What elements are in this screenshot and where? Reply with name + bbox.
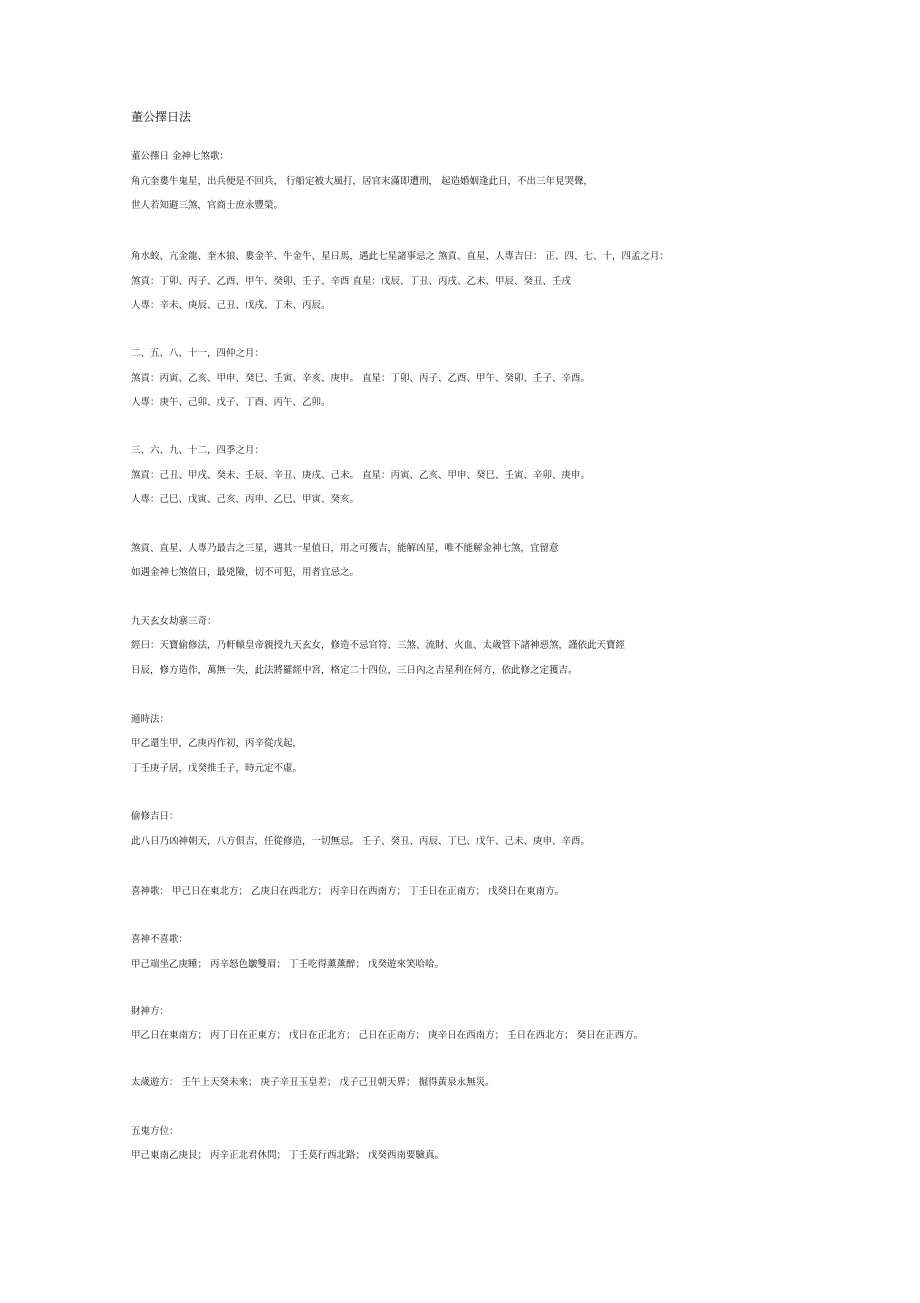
text-line: 角亢奎婁牛鬼星，出兵便是不回兵， 行船定被大風打，居官末滿即遭刑， 起造婚姻逢此日，不出三年見哭聲，: [131, 176, 594, 187]
text-line: 經曰：天寶偷修法，乃軒轅皇帝親授九天玄女，修造不忌官符、三煞、流財、火血、太歲管下諸神惡煞，謹依此天寶經: [131, 640, 626, 651]
text-line: 甲己端坐乙庚睡； 丙辛怒色皺雙眉； 丁壬吃得薰薰醉； 戊癸遊來笑哈哈。: [131, 959, 445, 970]
text-line: 此八日乃凶神朝天，八方俱吉，任從修造，一切無忌。 壬子、癸丑、丙辰、丁巳、戊午、己未、庚申、辛酉。: [131, 836, 591, 847]
text-line: 煞貢：己丑、甲戌、癸未、壬辰、辛丑、庚戌、己未。 直星：丙寅、乙亥、甲申、癸巳、壬寅、辛卯、庚申。: [131, 470, 591, 481]
text-line: 董公擇日 金神七煞歌：: [131, 151, 230, 162]
text-line: 如遇金神七煞值日，最兇險，切不可犯，用者宜忌之。: [131, 567, 360, 578]
document-title: 董公擇日法: [131, 110, 192, 124]
text-line: 人專：辛未、庚辰、己丑、戊戌、丁未、丙辰。: [131, 300, 331, 311]
text-line: 喜神歌： 甲己日在東北方； 乙庚日在西北方； 丙辛日在西南方； 丁壬日在正南方； 戊癸日在東南方。: [131, 886, 565, 897]
text-line: 遁時法：: [131, 714, 170, 725]
text-line: 日辰，修方造作，萬無一失，此法將羅經中宮，格定二十四位，三日內之吉星利在何方，依此修之定獲吉。: [131, 665, 578, 676]
text-line: 偷修吉日：: [131, 811, 179, 822]
text-line: 人專：己巳、戊寅、己亥、丙申、乙巳、甲寅、癸亥。: [131, 494, 360, 505]
text-line: 角水蛟、亢金龍、奎木狼、婁金羊、牛金牛、星日馬，遇此七星諸事忌之 煞貢、直星、人專吉日： 正、四、七、十，四孟之月：: [131, 251, 670, 262]
text-line: 三、六、九、十二，四季之月：: [131, 445, 265, 456]
text-line: 人專：庚午、己卯、戊子、丁酉、丙午、乙卯。: [131, 397, 331, 408]
text-line: 煞貢：丁卯、丙子、乙酉、甲午、癸卯、壬子、辛酉 直星：戊辰、丁丑、丙戌、乙未、甲辰、癸丑、壬戌: [131, 276, 572, 287]
text-line: 五鬼方位：: [131, 1126, 179, 1137]
text-line: 甲己東南乙庚艮； 丙辛正北君休問； 丁壬莫行西北路； 戊癸西南要驗真。: [131, 1150, 445, 1161]
text-line: 九天玄女劫寨三奇：: [131, 616, 217, 627]
text-line: 丁壬庚子居，戊癸推壬子，時元定不虛。: [131, 763, 303, 774]
text-line: 太歲遊方： 壬午上天癸未來； 庚子辛丑玉皇差； 戊子己丑朝天界； 掘得黃泉永無災。: [131, 1077, 495, 1088]
text-line: 甲乙日在東南方； 丙丁日在正東方； 戊日在正北方； 己日在正南方； 庚辛日在西南方； 壬日在西北方； 癸日在正西方。: [131, 1030, 644, 1041]
text-line: 煞貢：丙寅、乙亥、甲申、癸巳、壬寅、辛亥、庚申。 直星：丁卯、丙子、乙酉、甲午、癸卯、壬子、辛酉。: [131, 373, 591, 384]
text-line: 甲乙還生甲，乙庚丙作初，丙辛從戊起，: [131, 738, 303, 749]
text-line: 二、五、八、十一，四仲之月：: [131, 348, 265, 359]
text-line: 世人若知避三煞，官商士庶永豐榮。: [131, 200, 284, 211]
text-line: 喜神不喜歌：: [131, 934, 189, 945]
text-line: 煞貢、直星、人專乃最吉之三星，遇其一星值日，用之可獲吉，能解凶星，唯不能解金神七煞，宜留意: [131, 543, 559, 554]
text-line: 財神方：: [131, 1006, 170, 1017]
